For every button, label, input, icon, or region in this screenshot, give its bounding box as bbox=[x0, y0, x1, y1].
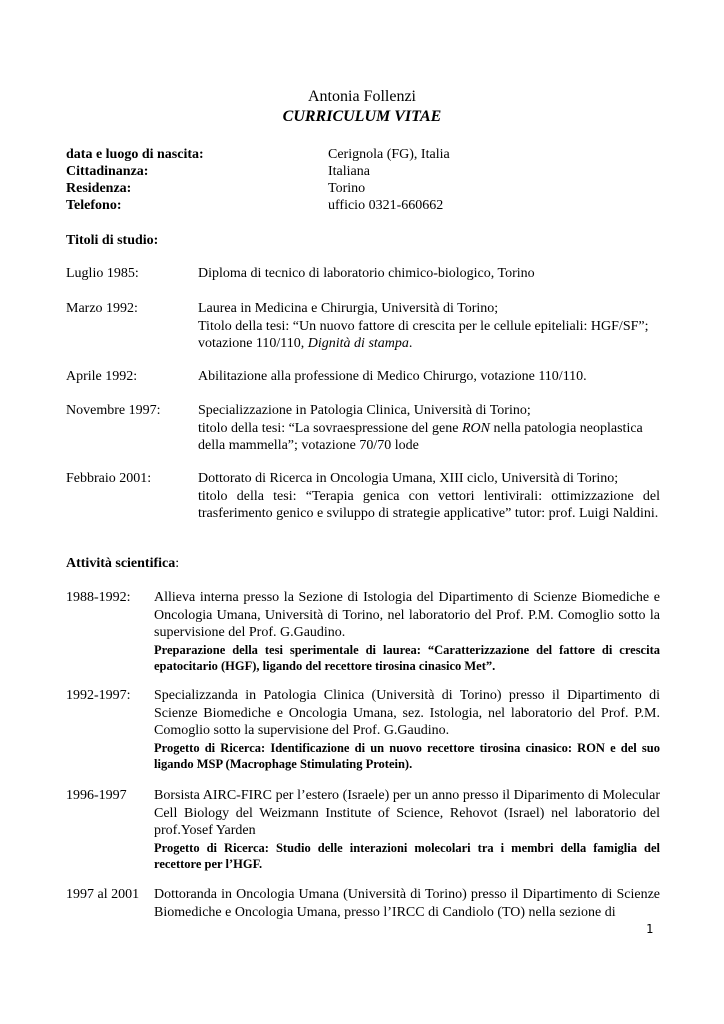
page-number: 1 bbox=[646, 922, 654, 936]
section-heading-studies: Titoli di studio: bbox=[66, 233, 159, 248]
cv-title: CURRICULUM VITAE bbox=[282, 108, 442, 125]
emphasis-text: RON bbox=[461, 420, 490, 436]
personal-info-label: Cittadinanza: bbox=[66, 164, 149, 179]
entry-text: Dottoranda in Oncologia Umana (Università di Torino) presso il Dipartimento di Scienze Biomediche e Oncologia Umana, presso l’IRCC di Candiolo (TO) nella sezione di bbox=[154, 887, 660, 920]
personal-info-label: Residenza: bbox=[66, 181, 132, 196]
entry-text: Allieva interna presso la Sezione di Istologia del Dipartimento di Scienze Biomediche e Oncologia Umana, Università di Torino, nel laboratorio del Prof. P.M. Comoglio sotto la supervisione del Prof. G.Gaudino. bbox=[154, 590, 660, 640]
entry-date: Febbraio 2001: bbox=[66, 471, 152, 486]
entry-project: Preparazione della tesi sperimentale di laurea: “Caratterizzazione del fattore di crescita epatocitario (HGF), ligando del recettore tirosina cinasico Met”. bbox=[154, 642, 660, 673]
cv-owner-name: Antonia Follenzi bbox=[308, 88, 416, 105]
personal-info-value: Torino bbox=[328, 181, 366, 196]
personal-info-value: Italiana bbox=[328, 164, 370, 179]
entry-line: Specializzazione in Patologia Clinica, Università di Torino; bbox=[198, 403, 531, 418]
section-heading-colon: : bbox=[175, 556, 180, 571]
personal-info-value: ufficio 0321-660662 bbox=[328, 198, 444, 213]
entry-text: Specializzanda in Patologia Clinica (Università di Torino) presso il Dipartimento di Scienze Biomediche e Oncologia Umana, sez. Istologia, nel laboratorio del Prof. P.M. Comoglio sotto la supervisione del Prof. G.Gaudino. bbox=[154, 688, 660, 738]
entry-project: Progetto di Ricerca: Studio delle interazioni molecolari tra i membri della famiglia del recettore per l’HGF. bbox=[154, 840, 660, 871]
entry-line: votazione 110/110, Dignità di stampa. bbox=[198, 336, 413, 351]
entry-date: 1988-1992: bbox=[66, 590, 131, 605]
entry-line: Laurea in Medicina e Chirurgia, Università di Torino; bbox=[198, 301, 499, 316]
personal-info-label: Telefono: bbox=[66, 198, 122, 213]
personal-info-label: data e luogo di nascita: bbox=[66, 147, 204, 162]
entry-date: 1997 al 2001 bbox=[66, 887, 140, 902]
entry-date: Luglio 1985: bbox=[66, 266, 139, 281]
entry-text: Borsista AIRC-FIRC per l’estero (Israele) per un anno presso il Diparimento di Molecular Cell Biology del Weizmann Institute of Science, Rehovot (Israel) nel laboratorio del prof.Yosef Yarden bbox=[154, 788, 660, 838]
entry-line: titolo della tesi: “Terapia genica con vettori lentivirali: ottimizzazione del trasferimento genico e sviluppo di strategie applicative” tutor: prof. Luigi Naldini. bbox=[198, 488, 660, 521]
section-heading-activity bbox=[66, 556, 179, 572]
entry-date: Aprile 1992: bbox=[66, 369, 138, 384]
entry-line: Diploma di tecnico di laboratorio chimico-biologico, Torino bbox=[198, 266, 535, 281]
entry-date: 1996-1997 bbox=[66, 788, 127, 803]
entry-line: Abilitazione alla professione di Medico Chirurgo, votazione 110/110. bbox=[198, 369, 587, 384]
entry-date: Marzo 1992: bbox=[66, 301, 138, 316]
entry-date: 1992-1997: bbox=[66, 688, 131, 703]
entry-date: Novembre 1997: bbox=[66, 403, 161, 418]
section-heading-text: Attività scientifica bbox=[66, 556, 176, 571]
entry-line: Titolo della tesi: “Un nuovo fattore di crescita per le cellule epiteliali: HGF/SF”; bbox=[198, 318, 649, 334]
emphasis-text: Dignità di stampa bbox=[307, 336, 409, 351]
entry-project: Progetto di Ricerca: Identificazione di un nuovo recettore tirosina cinasico: RON e del suo ligando MSP (Macrophage Stimulating Protein). bbox=[154, 740, 660, 771]
entry-line: titolo della tesi: “La sovraespressione del gene RON nella patologia neoplastica della mammella”; votazione 70/70 lode bbox=[198, 420, 643, 453]
personal-info-value: Cerignola (FG), Italia bbox=[328, 147, 450, 162]
entry-line: Dottorato di Ricerca in Oncologia Umana, XIII ciclo, Università di Torino; bbox=[198, 471, 619, 486]
